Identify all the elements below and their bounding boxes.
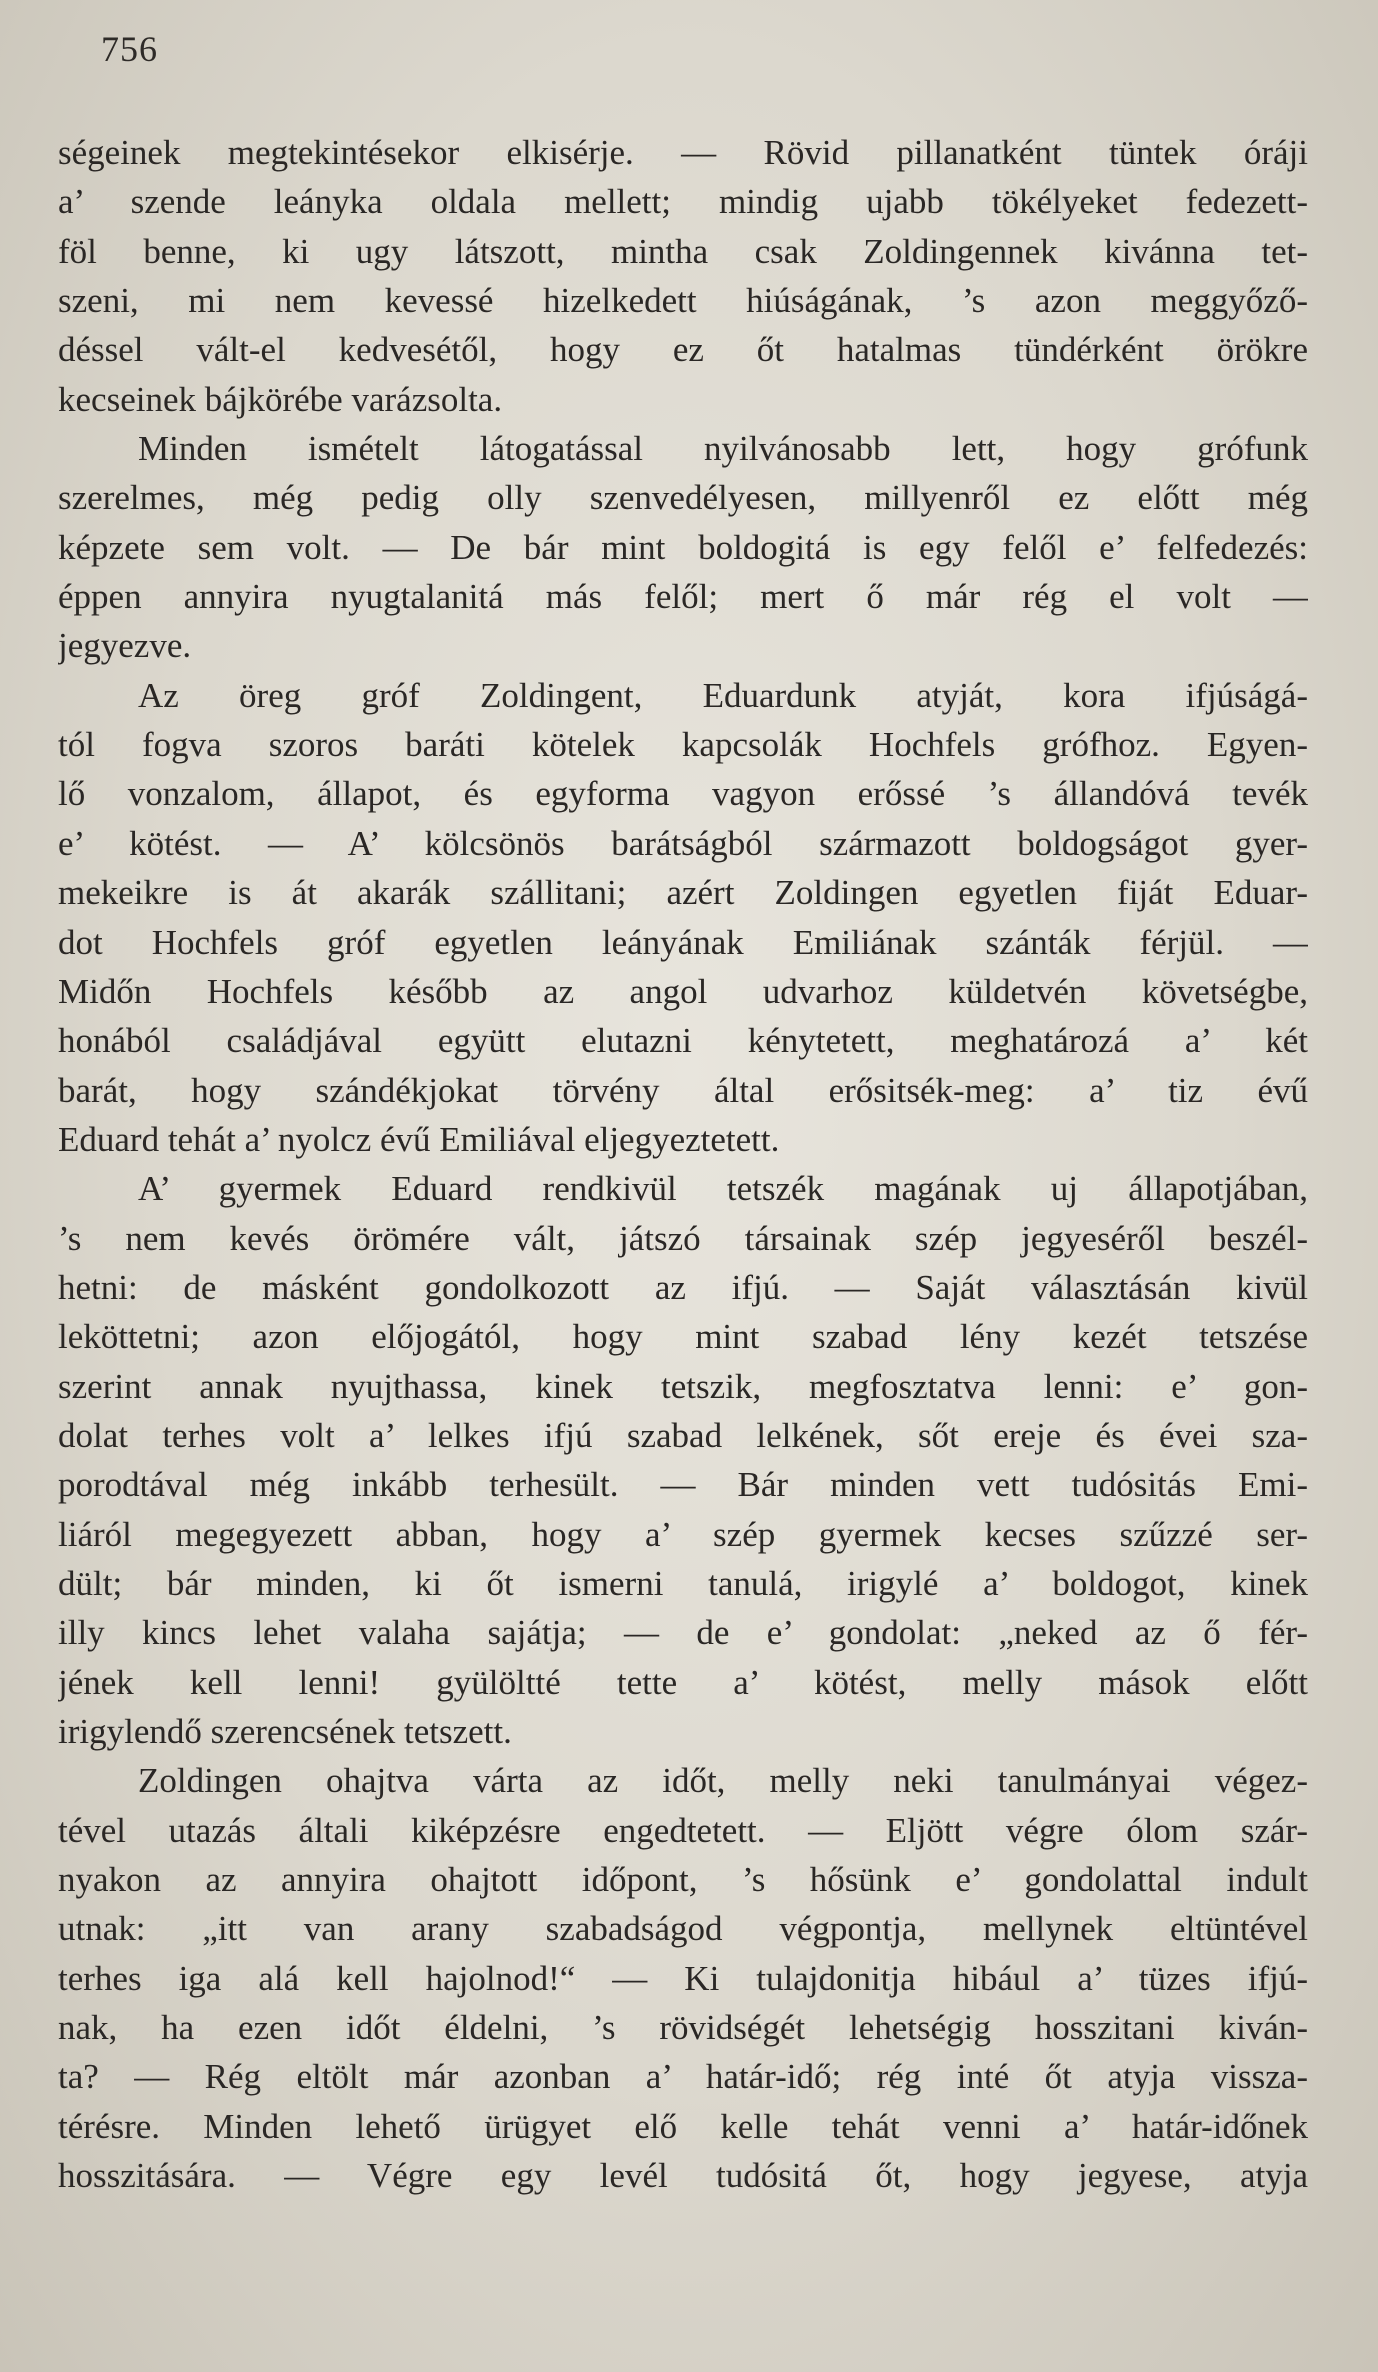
text-line: hosszitására. — Végre egy levél tudósitá őt, hogy jegyese, atyja [58,2156,1308,2196]
text-line: leköttetni; azon előjogától, hogy mint szabad lény kezét tetszése [58,1317,1308,1357]
text-line: ségeinek megtekintésekor elkisérje. — Rövid pillanatként tüntek órájі [58,133,1308,172]
text-line: szeni, mi nem kevessé hizelkedett hiúságának, ’s azon meggyőző- [58,281,1308,321]
text-line: Az öreg gróf Zoldingent, Eduardunk atyját, kora ifjúságá- [138,675,1308,715]
text-line: Midőn Hochfels később az angol udvarhoz küldetvén követségbe, [58,971,1308,1011]
text-line: jének kell lenni! gyülöltté tette a’ kötést, melly mások előtt [58,1662,1308,1702]
text-line: ta? — Rég eltölt már azonban a’ határ-idő; rég inté őt atyja vissza- [58,2057,1308,2097]
text-line: porodtával még inkább terhesült. — Bár minden vett tudósitás Emi- [58,1465,1308,1505]
text-line: a’ szende leányka oldala mellett; mindig ujabb tökélyeket fedezett- [58,182,1308,222]
text-line: illy kincs lehet valaha sajátja; — de e’ gondolat: „neked az ő fér- [58,1613,1308,1653]
text-line: föl benne, ki ugy látszott, mintha csak Zoldingennek kivánna tet- [58,231,1308,271]
text-line: barát, hogy szándékjokat törvény által erősitsék-meg: a’ tiz évű [58,1070,1308,1110]
text-line: tével utazás általi kiképzésre engedtetett. — Eljött végre ólom szár- [58,1810,1308,1850]
text-line: térésre. Minden lehető ürügyet elő kelle tehát venni a’ határ-időnek [58,2106,1308,2146]
text-line: nyakon az annyira ohajtott időpont, ’s hősünk e’ gondolattal indult [58,1860,1308,1900]
page-number: 756 [101,29,158,69]
text-line: kecseinek bájkörébe varázsolta. [58,379,503,419]
text-line: dot Hochfels gróf egyetlen leányának Emiliának szánták férjül. — [58,922,1308,962]
text-line: e’ kötést. — A’ kölcsönös barátságból származott boldogságot gyer- [58,823,1308,863]
text-line: irigylendő szerencsének tetszett. [58,1712,512,1751]
text-line: hetni: de másként gondolkozott az ifjú. — Saját választásán kivül [58,1267,1308,1307]
text-line: lő vonzalom, állapot, és egyforma vagyon erőssé ’s állandóvá tevék [58,774,1308,814]
text-line: terhes iga alá kell hajolnod!“ — Ki tulajdonitja hibául a’ tüzes ifjú- [58,1958,1308,1998]
text-line: dült; bár minden, ki őt ismerni tanulá, irigylé a’ boldogot, kinek [58,1563,1308,1603]
text-line: tól fogva szoros baráti kötelek kapcsolák Hochfels grófhoz. Egyen- [58,725,1308,765]
text-line: utnak: „itt van arany szabadságod végpontja, mellynek eltüntével [58,1909,1308,1949]
text-line: mekeikre is át akarák szállitani; azért Zoldingen egyetlen fiját Eduar- [58,873,1308,913]
text-line: dolat terhes volt a’ lelkes ifjú szabad lelkének, sőt ereje és évei sza- [58,1415,1308,1455]
text-line: nak, ha ezen időt éldelni, ’s rövidségét lehetségig hosszitani kiván- [58,2008,1308,2048]
text-line: szerint annak nyujthassa, kinek tetszik, megfosztatva lenni: e’ gon- [58,1366,1308,1406]
text-line: jegyezve. [58,626,192,666]
text-line: képzete sem volt. — De bár mint boldogitá is egy felől e’ felfedezés: [58,527,1308,567]
text-line: déssel vált-el kedvesétől, hogy ez őt hatalmas tündérként örökre [58,330,1308,370]
text-line: Zoldingen ohajtva várta az időt, melly neki tanulmányai végez- [138,1761,1308,1801]
text-line: éppen annyira nyugtalanitá más felől; mert ő már rég el volt — [58,577,1308,617]
text-line: Eduard tehát a’ nyolcz évű Emiliával eljegyeztetett. [58,1119,780,1159]
text-line: honából családjával együtt elutazni kénytetett, meghatározá a’ két [58,1021,1308,1061]
text-line: liáról megegyezett abban, hogy a’ szép gyermek kecses szűzzé ser- [58,1514,1308,1554]
text-line: ’s nem kevés örömére vált, játszó társainak szép jegyeséről beszél- [58,1218,1308,1258]
body-text [58,128,1308,2200]
text-line: Minden ismételt látogatással nyilvánosabb lett, hogy grófunk [138,429,1308,469]
text-line: szerelmes, még pedig olly szenvedélyesen, millyenről ez előtt még [58,478,1308,518]
text-line: A’ gyermek Eduard rendkivül tetszék magának uj állapotjában, [138,1169,1308,1209]
